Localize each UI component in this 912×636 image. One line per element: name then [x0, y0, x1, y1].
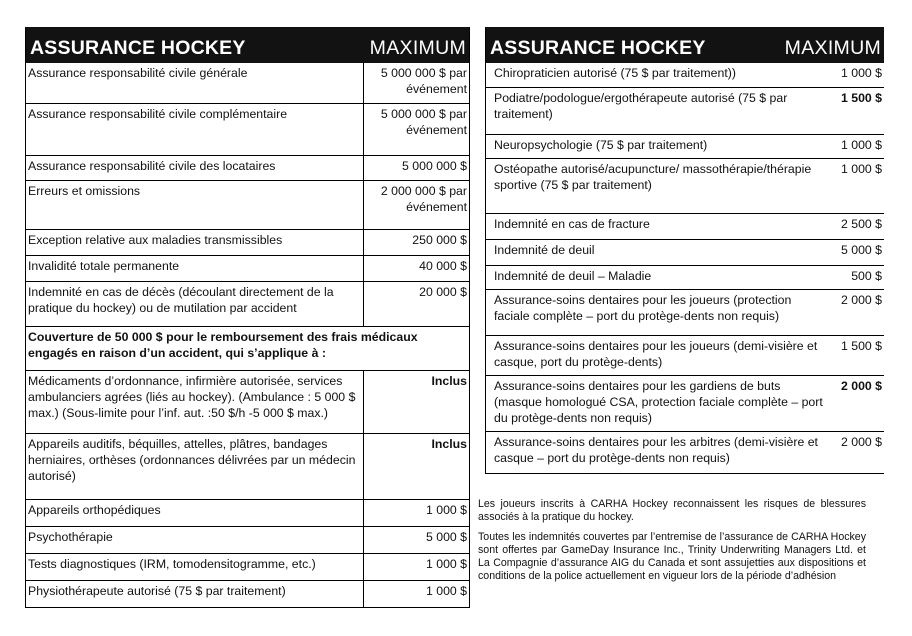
- left-table-row: [26, 580, 469, 607]
- row-label: Erreurs et omissions: [26, 180, 364, 229]
- row-label: Assurance responsabilité civile complémentaire: [26, 103, 364, 155]
- row-label: Neuropsychologie (75 $ par traitement): [486, 134, 831, 158]
- row-label: Psychothérapie: [26, 526, 364, 553]
- left-table-row: [26, 326, 469, 370]
- row-label: Appareils orthopédiques: [26, 499, 364, 526]
- right-table-row: [486, 134, 884, 158]
- left-table-row: [26, 370, 469, 433]
- row-label: Chiropraticien autorisé (75 $ par traitement)): [486, 63, 831, 87]
- row-maximum-value: 2 000 $: [831, 375, 884, 431]
- row-maximum-value: 5 000 000 $ par événement: [364, 103, 470, 155]
- right-table-row: [486, 289, 884, 335]
- left-insurance-table: [25, 27, 470, 608]
- row-label: Podiatre/podologue/ergothérapeute autorisé (75 $ par traitement): [486, 87, 831, 134]
- left-table-row: [26, 63, 469, 103]
- right-table-row: [486, 265, 884, 289]
- row-maximum-value: 1 000 $: [831, 63, 884, 87]
- row-maximum-value: 1 000 $: [831, 158, 884, 213]
- right-header-maximum: MAXIMUM: [784, 37, 881, 59]
- row-maximum-value: 20 000 $: [364, 281, 470, 326]
- row-label: Assurance responsabilité civile des locataires: [26, 155, 364, 180]
- left-table-body: [26, 63, 469, 607]
- left-table-row: [26, 499, 469, 526]
- left-table-row: [26, 155, 469, 180]
- row-label: Indemnité en cas de décès (découlant directement de la pratique du hockey) ou de mutilation par accident: [26, 281, 364, 326]
- right-table-row: [486, 63, 884, 87]
- row-label: Assurance responsabilité civile générale: [26, 63, 364, 103]
- notes-section: [478, 498, 866, 590]
- left-table-row: [26, 180, 469, 229]
- left-header-maximum: MAXIMUM: [369, 37, 466, 59]
- row-label: Indemnité de deuil – Maladie: [486, 265, 831, 289]
- row-label: Exception relative aux maladies transmissibles: [26, 229, 364, 255]
- row-maximum-value: 5 000 000 $ par événement: [364, 63, 470, 103]
- row-maximum-value: 1 500 $: [831, 335, 884, 375]
- row-maximum-value: 5 000 $: [364, 526, 470, 553]
- left-table-row: [26, 103, 469, 155]
- left-table-header: [26, 27, 469, 63]
- row-label: Assurance-soins dentaires pour les joueurs (protection faciale complète – port du protège-dents non requis): [486, 289, 831, 335]
- row-label: Assurance-soins dentaires pour les joueurs (demi-visière et casque, port du protège-dents): [486, 335, 831, 375]
- row-label: Ostéopathe autorisé/acupuncture/ massothérapie/thérapie sportive (75 $ par traitement): [486, 158, 831, 213]
- row-label: Indemnité en cas de fracture: [486, 213, 831, 239]
- right-table-row: [486, 87, 884, 134]
- row-maximum-value: Inclus: [364, 370, 470, 433]
- row-label: Invalidité totale permanente: [26, 255, 364, 281]
- left-header-title: ASSURANCE HOCKEY: [30, 37, 246, 59]
- row-label: Physiothérapeute autorisé (75 $ par traitement): [26, 580, 364, 607]
- row-label: Médicaments d’ordonnance, infirmière autorisée, services ambulanciers agrées (liés au hockey). (Ambulance : 5 000 $ max.) (Sous-limite pour l’inf. aut. :50 $/h -5 000 $ max.): [26, 370, 364, 433]
- right-header-title: ASSURANCE HOCKEY: [490, 37, 706, 59]
- row-maximum-value: 2 000 $: [831, 289, 884, 335]
- row-label: Tests diagnostiques (IRM, tomodensitogramme, etc.): [26, 553, 364, 580]
- row-maximum-value: 5 000 $: [831, 239, 884, 265]
- row-maximum-value: 2 000 $: [831, 431, 884, 473]
- right-table-row: [486, 431, 884, 473]
- coverage-section-heading: Couverture de 50 000 $ pour le remboursement des frais médicaux engagés en raison d’un accident, qui s’applique à :: [26, 326, 469, 370]
- note-insurers: Toutes les indemnités couvertes par l’entremise de l’assurance de CARHA Hockey sont offertes par GameDay Insurance Inc., Trinity Underwriting Managers Ltd. et La Compagnie d’assurance AIG du Canada et sont assujetties aux dispositions et conditions de la police actuellement en vigueur lors de la période d’adhésion: [478, 531, 866, 582]
- right-table-row: [486, 213, 884, 239]
- row-maximum-value: Inclus: [364, 433, 470, 499]
- right-insurance-table: [485, 27, 884, 474]
- right-table-row: [486, 375, 884, 431]
- row-label: Indemnité de deuil: [486, 239, 831, 265]
- left-table-row: [26, 433, 469, 499]
- left-table-row: [26, 526, 469, 553]
- right-table-body: [486, 63, 884, 473]
- row-maximum-value: 1 000 $: [364, 499, 470, 526]
- row-maximum-value: 5 000 000 $: [364, 155, 470, 180]
- row-label: Assurance-soins dentaires pour les gardiens de buts (masque homologué CSA, protection faciale complète – port du protège-dents non requis): [486, 375, 831, 431]
- left-table-row: [26, 255, 469, 281]
- row-label: Assurance-soins dentaires pour les arbitres (demi-visière et casque – port du protège-dents non requis): [486, 431, 831, 473]
- right-table-header: [486, 27, 884, 63]
- row-maximum-value: 1 000 $: [831, 134, 884, 158]
- left-table-row: [26, 229, 469, 255]
- row-maximum-value: 1 000 $: [364, 580, 470, 607]
- right-table-row: [486, 335, 884, 375]
- row-maximum-value: 1 000 $: [364, 553, 470, 580]
- row-maximum-value: 1 500 $: [831, 87, 884, 134]
- row-maximum-value: 500 $: [831, 265, 884, 289]
- row-maximum-value: 40 000 $: [364, 255, 470, 281]
- right-table-row: [486, 158, 884, 213]
- left-table-row: [26, 553, 469, 580]
- note-risk: Les joueurs inscrits à CARHA Hockey reconnaissent les risques de blessures associés à la pratique du hockey.: [478, 498, 866, 523]
- row-maximum-value: 2 000 000 $ par événement: [364, 180, 470, 229]
- left-table-row: [26, 281, 469, 326]
- row-maximum-value: 2 500 $: [831, 213, 884, 239]
- row-maximum-value: 250 000 $: [364, 229, 470, 255]
- row-label: Appareils auditifs, béquilles, attelles, plâtres, bandages herniaires, orthèses (ordonnances délivrées par un médecin autorisé): [26, 433, 364, 499]
- right-table-row: [486, 239, 884, 265]
